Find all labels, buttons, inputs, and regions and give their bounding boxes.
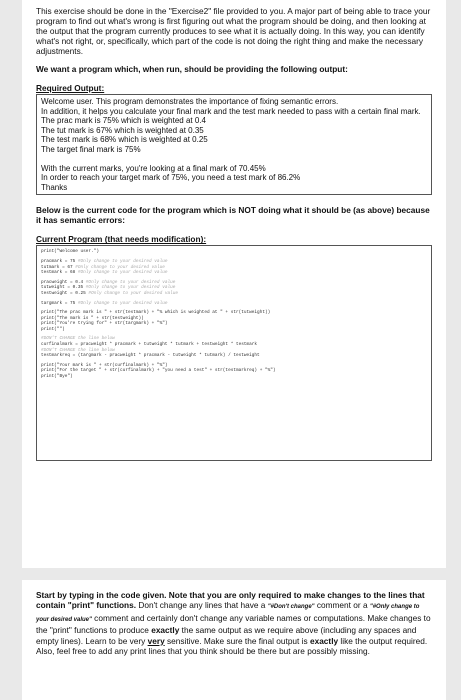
code-comment: #DON'T CHANGE the line below bbox=[41, 347, 115, 353]
output-line: The tut mark is 67% which is weighted at 0.35 bbox=[41, 125, 204, 135]
instructions-text-6: like the output required. Also, feel free to add any print lines that you think should be there but are possibly missing. bbox=[36, 635, 428, 657]
code-comment: #Only change to your desired value bbox=[85, 285, 176, 291]
instructions-text-4: the same output as we require above (including any spaces and empty lines). Learn to be very bbox=[36, 625, 417, 646]
code-text: print("For the target " + str(curfinalmark) + "you need a test" + str(testmarkreq) + "%") bbox=[41, 368, 276, 374]
output-line: Thanks bbox=[41, 182, 68, 192]
document-page-2 bbox=[22, 580, 446, 700]
output-line: In order to reach your target mark of 75%, you need a test mark of 86.2% bbox=[41, 173, 301, 183]
code-block bbox=[36, 245, 432, 461]
instructions-text-3: comment and certainly don't change any variable names or computations. Make changes to the "print" functions to produce bbox=[36, 612, 431, 636]
want-paragraph: We want a program which, when run, should be providing the following output: bbox=[36, 64, 348, 74]
instructions-text-5: sensitive. Make sure the final output is bbox=[164, 635, 310, 646]
instructions-bold: Start by typing in the code given. Note that you are only required to make changes to the lines that contain "print" functions. bbox=[36, 590, 425, 611]
code-text: print("The prac mark is " + str(testmark) + "% which is weighted at " + str(tutweight)) bbox=[41, 310, 271, 316]
code-text: curfinalmark = pracweight * pracmark + tutweight * tutmark + testweight * testmark bbox=[41, 342, 258, 348]
code-comment: #Only change to your desired value bbox=[75, 264, 165, 270]
exactly-emphasis-2: exactly bbox=[309, 635, 339, 646]
code-text: print("") bbox=[41, 326, 65, 332]
code-text: tutweight = 0.35 bbox=[41, 285, 86, 291]
output-line bbox=[41, 155, 427, 164]
code-comment: #Only change to your desired value bbox=[77, 270, 168, 276]
instructions-paragraph bbox=[36, 590, 432, 656]
code-line bbox=[41, 374, 427, 380]
output-line: The prac mark is 75% which is weighted at 0.4 bbox=[41, 116, 206, 126]
code-comment: #Only change to your desired value bbox=[77, 300, 168, 306]
required-output-label: Required Output: bbox=[36, 83, 105, 93]
exactly-emphasis: exactly bbox=[151, 625, 180, 636]
instructions-text-1: Don't change any lines that have a bbox=[136, 600, 268, 611]
code-text: print("You're trying for" + str(targmark) + "%") bbox=[41, 321, 168, 327]
code-text: pracmark = 75 bbox=[41, 258, 78, 264]
code-text: pracweight = 0.4 bbox=[41, 279, 86, 285]
code-comment: #Only change to your desired value bbox=[88, 290, 179, 296]
code-comment: #Only change to your desired value bbox=[85, 279, 176, 285]
required-output-box bbox=[36, 94, 432, 195]
document-page-1 bbox=[22, 0, 446, 568]
current-program-label: Current Program (that needs modification): bbox=[36, 234, 207, 245]
code-text: print("Bye") bbox=[41, 374, 73, 380]
code-text: print("Welcome user.") bbox=[41, 249, 99, 255]
instructions-text-2: comment or a bbox=[314, 600, 370, 611]
intro-paragraph: This exercise should be done in the "Exercise2" file provided to you. A major part of being able to trace your program to find out what's wrong is first figuring out what the program should be doing, and then looking at the output that the program currently produces to see what it is actually doing. In this way, you can identify what's not right, or, specifically, which part of the code is not doing the right thing and make the necessary adjustments. bbox=[36, 6, 431, 56]
below-paragraph: Below is the current code for the program which is NOT doing what it should be (as above) because it has semantic errors: bbox=[36, 205, 430, 226]
output-line: Welcome user. This program demonstrates the importance of fixing semantic errors. bbox=[41, 97, 339, 106]
code-text: tutmark = 67 bbox=[41, 264, 76, 270]
code-comment: #DON'T CHANGE the line below bbox=[41, 336, 115, 342]
code-text: print("The mark is " + str(testweight)) bbox=[41, 315, 144, 321]
output-line: With the current marks, you're looking at a final mark of 70.45% bbox=[41, 163, 266, 173]
code-text: testmarkreq = (targmark - pracweight * pracmark - tutweight * tutmark) / testweight bbox=[41, 353, 260, 359]
code-text: testmark = 68 bbox=[41, 270, 78, 276]
output-line: The test mark is 68% which is weighted at 0.25 bbox=[41, 135, 208, 145]
code-comment: #Only change to your desired value bbox=[77, 258, 168, 264]
code-text: print("Your mark is " + str(curfinalmark) + "%") bbox=[41, 362, 168, 368]
output-line: In addition, it helps you calculate your final mark and the test mark needed to pass with a certain final mark. bbox=[41, 106, 421, 116]
output-line: The target final mark is 75% bbox=[41, 144, 141, 154]
dont-change-symbol: "#Don't change" bbox=[267, 604, 315, 611]
code-text: targmark = 75 bbox=[41, 300, 78, 306]
only-change-symbol: "#Only change to your desired value" bbox=[36, 604, 420, 623]
code-text: testweight = 0.25 bbox=[41, 290, 89, 296]
very-emphasis: very bbox=[147, 635, 165, 646]
